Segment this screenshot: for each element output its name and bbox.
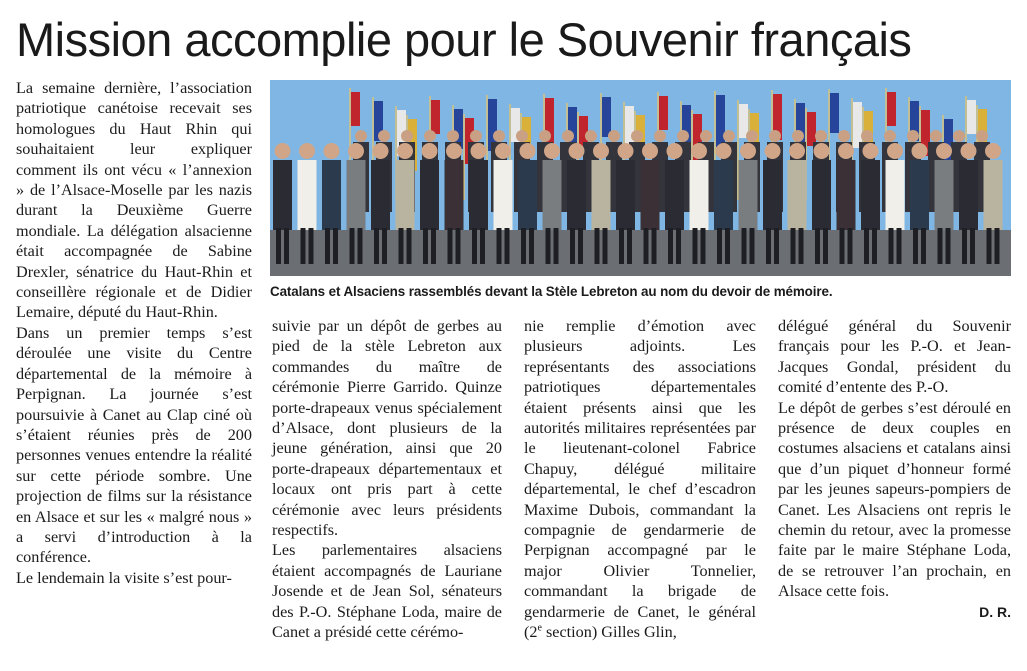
leg: [938, 228, 943, 264]
leg: [431, 228, 436, 264]
headline: Mission accomplie pour le Souvenir français: [16, 13, 912, 66]
person-front: [420, 160, 439, 230]
leg: [595, 228, 600, 264]
head: [373, 143, 389, 159]
leg: [889, 228, 894, 264]
person-front: [788, 160, 807, 230]
head: [618, 143, 634, 159]
article-column-3: [524, 316, 756, 643]
article-column-1: [16, 78, 252, 588]
head: [912, 143, 928, 159]
person-front: [714, 160, 733, 230]
leg: [872, 228, 877, 264]
person-front: [371, 160, 390, 230]
leg: [848, 228, 853, 264]
leg: [627, 228, 632, 264]
person-front: [739, 160, 758, 230]
leg: [276, 228, 281, 264]
person-front: [861, 160, 880, 230]
leg: [570, 228, 575, 264]
flag: [351, 92, 360, 126]
person-front: [665, 160, 684, 230]
person-front: [763, 160, 782, 230]
leg: [693, 228, 698, 264]
head: [520, 143, 536, 159]
person-front: [322, 160, 341, 230]
leg: [333, 228, 338, 264]
paragraph: Le dépôt de gerbes s’est déroulé en présence de deux couples en costumes alsaciens et catalans ainsi que d’un piquet d’honneur formé par les jeunes sapeurs-pompiers de Canet. Les Alsaciens ont repris le chemin du retour, avec la promesse faite par le maire Stéphane Loda, de se retrouver l’an prochain, en Alsace cette fois.: [778, 398, 1011, 601]
person-front: [445, 160, 464, 230]
leg: [962, 228, 967, 264]
flag: [602, 97, 611, 137]
leg: [913, 228, 918, 264]
leg: [921, 228, 926, 264]
leg: [497, 228, 502, 264]
head: [424, 130, 436, 142]
head: [746, 130, 758, 142]
head: [815, 130, 827, 142]
person-front: [298, 160, 317, 230]
flag: [967, 100, 976, 134]
head: [585, 130, 597, 142]
person-front: [469, 160, 488, 230]
leg: [546, 228, 551, 264]
head: [447, 130, 459, 142]
leg: [668, 228, 673, 264]
head: [539, 130, 551, 142]
leg: [676, 228, 681, 264]
head: [348, 143, 364, 159]
paragraph: délégué général du Souvenir français pour les P.-O. et Jean-Jacques Gondal, président du comité d’entente des P.-O.: [778, 317, 1011, 397]
leg: [284, 228, 289, 264]
photo-caption: Catalans et Alsaciens rassemblés devant la Stèle Lebreton au nom du devoir de mémoire.: [270, 284, 833, 299]
leg: [799, 228, 804, 264]
person-front: [543, 160, 562, 230]
leg: [472, 228, 477, 264]
person-front: [494, 160, 513, 230]
head: [953, 130, 965, 142]
leg: [521, 228, 526, 264]
head: [769, 130, 781, 142]
leg: [619, 228, 624, 264]
head: [887, 143, 903, 159]
person-front: [959, 160, 978, 230]
flag: [431, 100, 440, 134]
text-run: section) Gilles Glin,: [541, 623, 677, 642]
paragraph: [524, 316, 756, 643]
leg: [456, 228, 461, 264]
head: [299, 143, 315, 159]
head: [907, 130, 919, 142]
leg: [423, 228, 428, 264]
person-front: [984, 160, 1003, 230]
head: [789, 143, 805, 159]
article-column-2: [272, 316, 502, 643]
head: [961, 143, 977, 159]
leg: [448, 228, 453, 264]
leg: [644, 228, 649, 264]
leg: [742, 228, 747, 264]
head: [324, 143, 340, 159]
leg: [309, 228, 314, 264]
head: [493, 130, 505, 142]
head: [838, 143, 854, 159]
head: [401, 130, 413, 142]
leg: [995, 228, 1000, 264]
leg: [554, 228, 559, 264]
leg: [840, 228, 845, 264]
head: [495, 143, 511, 159]
head: [976, 130, 988, 142]
head: [863, 143, 879, 159]
head: [446, 143, 462, 159]
leg: [791, 228, 796, 264]
paragraph: La semaine dernière, l’association patriotique canétoise recevait ses homologues du Haut Rhin qui souhaitaient leur expliquer comment ils ont vécu « l’annexion » de l’Alsace-Moselle par les nazis durant la Deuxième Guerre mondiale. La délégation alsacienne était accompagnée de Sabine Drexler, sénatrice du Haut-Rhin et conseillère régionale et de Didier Lemaire, député du Haut-Rhin.: [16, 79, 252, 322]
head: [642, 143, 658, 159]
leg: [823, 228, 828, 264]
person-front: [886, 160, 905, 230]
head: [562, 130, 574, 142]
group-photo-image: [270, 80, 1011, 276]
leg: [358, 228, 363, 264]
leg: [897, 228, 902, 264]
paragraph: Dans un premier temps s’est déroulée une visite du Centre départemental de la mémoire à Perpignan. La journée s’est poursuivie à Canet au Clap ciné où s’étaient réunies près de 200 personnes venues entendre la réalité sur cette période sombre. Une projection de films sur la résistance en Alsace et sur les « malgré nous » a servi d’introduction à la conférence.: [16, 323, 252, 567]
head: [740, 143, 756, 159]
flag: [807, 112, 816, 146]
leg: [407, 228, 412, 264]
person-front: [567, 160, 586, 230]
head: [792, 130, 804, 142]
leg: [529, 228, 534, 264]
leg: [987, 228, 992, 264]
flag: [739, 104, 748, 138]
head: [275, 143, 291, 159]
head: [930, 130, 942, 142]
leg: [652, 228, 657, 264]
paragraph: Les parlementaires alsaciens étaient accompagnés de Lauriane Josende et de Jean Sol, sénateurs des P.-O. Stéphane Loda, maire de Canet a présidé cette cérémo-: [272, 541, 502, 642]
person-front: [690, 160, 709, 230]
flag: [887, 92, 896, 126]
person-front: [273, 160, 292, 230]
head: [838, 130, 850, 142]
leg: [815, 228, 820, 264]
article-column-4: [778, 316, 1011, 622]
head: [355, 130, 367, 142]
flag: [853, 102, 862, 148]
head: [700, 130, 712, 142]
head: [378, 130, 390, 142]
leg: [864, 228, 869, 264]
person-front: [396, 160, 415, 230]
flag: [830, 93, 839, 133]
person-front: [910, 160, 929, 230]
leg: [701, 228, 706, 264]
head: [544, 143, 560, 159]
leg: [725, 228, 730, 264]
paragraph: suivie par un dépôt de gerbes au pied de la stèle Lebreton aux commandes du maître de cérémonie Pierre Garrido. Quinze porte-drapeaux venus spécialement d’Alsace, dont plusieurs de la jeune génération, ainsi que 20 porte-drapeaux départementaux et locaux ont pris part à cette cérémonie avec leurs présidents respectifs.: [272, 317, 502, 540]
leg: [946, 228, 951, 264]
head: [936, 143, 952, 159]
head: [691, 143, 707, 159]
text-run: nie remplie d’émotion avec plusieurs adjoints. Les représentants des associations patriotiques départementales étaient présents ainsi que les autorités militaires représentées par le lieutenant-colonel Fabrice Chapuy, délégué militaire départemental, le chef d’escadron Maxime Dubois, commandant la compagnie de gendarmerie de Perpignan accompagné par le major Olivier Tonnelier, commandant la brigade de gendarmerie de Canet, le général (2: [524, 317, 756, 642]
group-photo: [270, 80, 1011, 276]
leg: [766, 228, 771, 264]
paragraph: Le lendemain la visite s’est pour-: [16, 568, 232, 587]
head: [765, 143, 781, 159]
leg: [970, 228, 975, 264]
head: [884, 130, 896, 142]
ordinal-superscript: e: [537, 622, 542, 634]
head: [654, 130, 666, 142]
head: [723, 130, 735, 142]
head: [422, 143, 438, 159]
leg: [578, 228, 583, 264]
person-front: [592, 160, 611, 230]
leg: [603, 228, 608, 264]
head: [814, 143, 830, 159]
head: [631, 130, 643, 142]
leg: [374, 228, 379, 264]
byline: D. R.: [979, 603, 1011, 620]
leg: [750, 228, 755, 264]
leg: [382, 228, 387, 264]
head: [716, 143, 732, 159]
person-front: [616, 160, 635, 230]
head: [471, 143, 487, 159]
person-front: [641, 160, 660, 230]
person-front: [347, 160, 366, 230]
head: [667, 143, 683, 159]
head: [470, 130, 482, 142]
person-front: [837, 160, 856, 230]
head: [516, 130, 528, 142]
head: [985, 143, 1001, 159]
person-front: [812, 160, 831, 230]
leg: [717, 228, 722, 264]
head: [397, 143, 413, 159]
leg: [350, 228, 355, 264]
head: [608, 130, 620, 142]
head: [569, 143, 585, 159]
person-front: [518, 160, 537, 230]
leg: [480, 228, 485, 264]
head: [861, 130, 873, 142]
leg: [505, 228, 510, 264]
leg: [301, 228, 306, 264]
leg: [399, 228, 404, 264]
head: [677, 130, 689, 142]
person-front: [935, 160, 954, 230]
leg: [774, 228, 779, 264]
leg: [325, 228, 330, 264]
head: [593, 143, 609, 159]
flag: [716, 95, 725, 147]
flag: [659, 96, 668, 130]
